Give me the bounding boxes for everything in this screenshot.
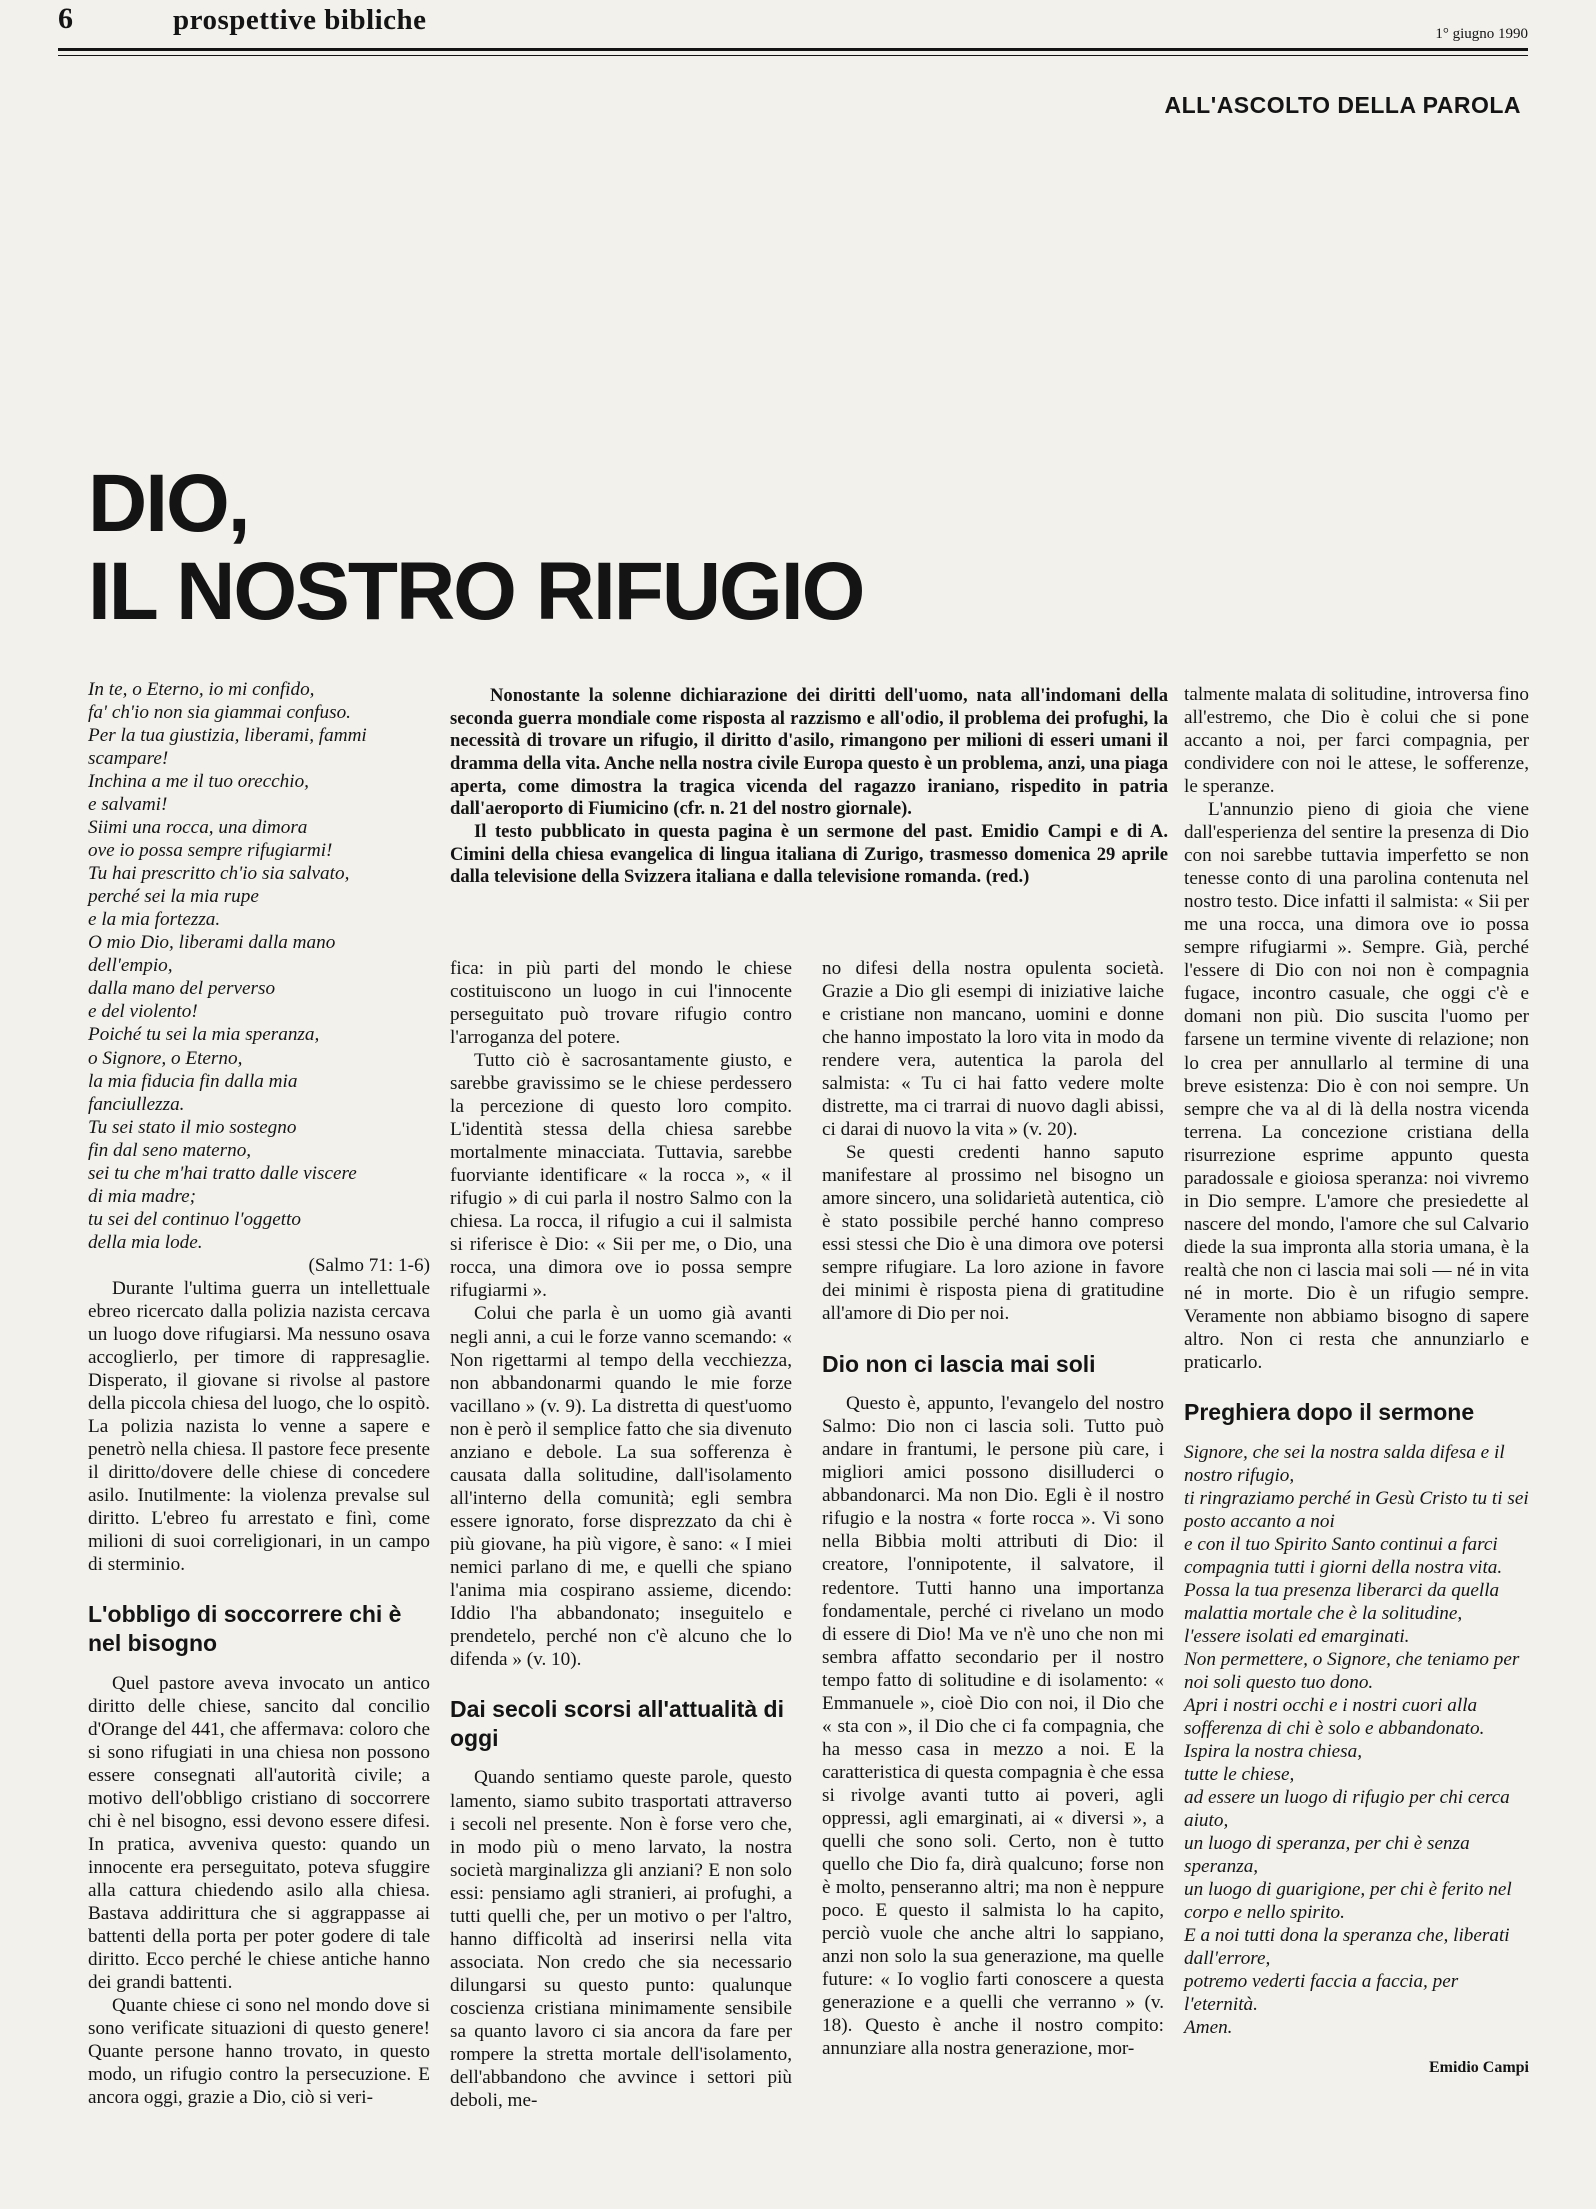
prayer-line: Apri i nostri occhi e i nostri cuori alla sofferenza di chi è solo e abbandonato. (1184, 1695, 1485, 1740)
psalm-line: la mia fiducia fin dalla mia (88, 1070, 298, 1092)
psalm-line: e del violento! (88, 1001, 198, 1023)
subheading: Dai secoli scorsi all'attualità di oggi (450, 1695, 784, 1751)
prayer-line: tutte le chiese, (1184, 1764, 1295, 1786)
prayer-line: ti ringraziamo perché in Gesù Cristo tu ti sei posto accanto a noi (1184, 1487, 1529, 1532)
body-paragraph: Durante l'ultima guerra un intellettuale ebreo ricercato dalla polizia nazista cercava un luogo dove rifugiarsi. Ma nessuno osava accoglierlo, per timore di rappresaglie. Disperato, il giovane si rivolse al pastore della piccola chiesa del luogo, che lo ospitò. La polizia nazista lo venne a sapere e penetrò nella chiesa. Il pastore fece presente il diritto/dovere delle chiese di concedere asilo. Inutilmente: la violenza prevalse sul diritto. L'ebreo fu arrestato e finì, come milioni di suoi correligionari, in un campo di sterminio. (88, 1277, 430, 1576)
psalm-line: Poiché tu sei la mia speranza, (88, 1024, 320, 1046)
body-paragraph: no difesi della nostra opulenta società. Grazie a Dio gli esempi di iniziative laiche e cristiane non mancano, uomini e donne che hanno impostato la loro vita in modo da rendere vera, autentica la parola del salmista: « Tu ci hai fatto vedere molte distrette, ma ci trarrai di nuovo dagli abissi, ci darai di nuovo la vita » (v. 20). (822, 958, 1164, 1141)
psalm-line: Per la tua giustizia, liberami, fammi scampare! (88, 725, 367, 770)
prayer-line: Possa la tua presenza liberarci da quella malattia mortale che è la solitudine, (1184, 1579, 1500, 1624)
column-1 (88, 678, 430, 2109)
prayer-line: Non permettere, o Signore, che teniamo per noi soli questo tuo dono. (1184, 1648, 1520, 1693)
psalm-line: dalla mano del perverso (88, 978, 276, 1000)
prayer-line: Amen. (1184, 2017, 1233, 2039)
psalm-line: dell'empio, (88, 955, 173, 977)
body-paragraph: L'annunzio pieno di gioia che viene dall'esperienza del sentire la presenza di Dio con noi sarebbe tuttavia imperfetto se non tenesse conto di una parolina contenuta nel nostro testo. Dice infatti il salmista: « Sii per me una rocca, una dimora ove io possa sempre rifugiarmi ». Sempre. Già, perché l'essere di Dio con noi non è compagnia fugace, incontro casuale, che oggi c'è e domani non più. Dio suscita l'uomo per farsene un termine vivente di relazione; non lo crea per annullarlo al termine di una breve esistenza: Dio è con noi sempre. Un sempre che va al di là della nostra vicenda terrena. La concezione cristiana della risurrezione esprime appunto questa paradossale e gioiosa speranza: noi vivremo in Dio sempre. L'amore che presiedette al nascere del mondo, l'amore che sul Calvario diede la sua impronta alla storia umana, è la realtà che non ci lascia mai soli — né in vita né in morte. Dio è un rifugio sempre. Veramente non abbiamo bisogno di sapere altro. Non ci resta che annunziarlo e praticarlo. (1184, 799, 1529, 1373)
subheading: L'obbligo di soccorrere chi è nel bisogno (88, 1601, 402, 1656)
section-label: ALL'ASCOLTO DELLA PAROLA (1164, 92, 1521, 118)
header-rule-thin (58, 55, 1528, 56)
psalm-line: della mia lode. (88, 1231, 203, 1253)
psalm-line: O mio Dio, liberami dalla mano (88, 932, 336, 954)
article-title (88, 460, 863, 635)
psalm-line: fanciullezza. (88, 1093, 185, 1115)
psalm-quote (88, 678, 430, 1277)
psalm-line: fin dal seno materno, (88, 1139, 252, 1161)
prayer-text (1184, 1441, 1529, 2040)
author-signature: Emidio Campi (1428, 2058, 1529, 2076)
psalm-line: Inchina a me il tuo orecchio, (88, 771, 309, 793)
page-header (58, 0, 1528, 48)
body-paragraph: Quel pastore aveva invocato un antico diritto delle chiese, sancito dal concilio d'Orange del 441, che affermava: coloro che si sono rifugiati in una chiesa non possono essere consegnati all'autorità civile; a motivo dell'obbligo cristiano di soccorrere chi è nel bisogno, essi devono essere difesi. In pratica, avveniva questo: quando un innocente era perseguitato, poteva sfuggire alla cattura chiedendo asilo alla chiesa. Bastava addirittura che si aggrappasse ai battenti della porta per poter godere di tale diritto. Ecco perché le chiese antiche hanno dei grandi battenti. (88, 1672, 430, 1994)
psalm-line: sei tu che m'hai tratto dalle viscere (88, 1162, 357, 1184)
psalm-line: o Signore, o Eterno, (88, 1047, 243, 1069)
psalm-line: Tu sei stato il mio sostegno (88, 1116, 297, 1138)
body-paragraph: Quando sentiamo queste parole, questo lamento, siamo subito trasportati attraverso i secoli nel presente. Non è forse vero che, in modo più o meno larvato, la nostra società marginalizza gli anziani? E non solo essi: pensiamo agli stranieri, ai profughi, a tutti quelli che, per un motivo o per l'altro, hanno difficoltà ad inserirsi nella vita associata. Non credo che sia necessario dilungarsi su questo punto: qualunque coscienza cristiana minimamente sensibile sa quanto lavoro ci sia ancora da fare per rompere la stretta mortale dell'isolamento, dell'abbandono che avvince i settori più deboli, me- (450, 1767, 792, 2111)
body-paragraph: talmente malata di solitudine, introversa fino all'estremo, che Dio è colui che si pone accanto a noi, per farci compagnia, per condividere con noi le attese, le sofferenze, le speranze. (1184, 684, 1529, 798)
prayer-line: un luogo di guarigione, per chi è ferito nel corpo e nello spirito. (1184, 1879, 1512, 1924)
body-paragraph: Tutto ciò è sacrosantamente giusto, e sarebbe gravissimo se le chiese perdessero la percezione di questo loro compito. L'identità stessa della chiesa sarebbe mortalmente minacciata. Tuttavia, sarebbe fuorviante identificare « la rocca », « il rifugio » di cui parla il nostro Salmo con la chiesa. La rocca, il rifugio a cui il salmista si riferisce è Dio: « Sii per me, o Dio, una rocca, una dimora ove io possa sempre rifugiarmi ». (450, 1050, 792, 1302)
title-line-1: DIO, (88, 458, 249, 549)
prayer-line: potremo vederti faccia a faccia, per l'eternità. (1184, 1971, 1459, 2016)
psalm-line: ove io possa sempre rifugiarmi! (88, 840, 333, 862)
column-2 (450, 957, 792, 2112)
psalm-line: e salvami! (88, 794, 168, 816)
prayer-line: E a noi tutti dona la speranza che, liberati dall'errore, (1184, 1925, 1510, 1970)
psalm-line: di mia madre; (88, 1185, 197, 1207)
subheading: Preghiera dopo il sermone (1184, 1398, 1475, 1425)
body-paragraph: Se questi credenti hanno saputo manifestare al prossimo nel bisogno un amore sincero, una solidarietà autentica, ciò è stato possibile perché hanno compreso essi stessi che Dio è una dimora ove potersi sempre rifugiare. La loro azione in favore dei minimi è risposta piena di gratitudine all'amore di Dio per noi. (822, 1142, 1164, 1325)
psalm-line: e la mia fortezza. (88, 909, 221, 931)
psalm-line: Siimi una rocca, una dimora (88, 817, 308, 839)
subheading: Dio non ci lascia mai soli (822, 1350, 1096, 1377)
body-paragraph: fica: in più parti del mondo le chiese costituiscono un luogo in cui l'innocente perseguitato può trovare rifugio contro l'arroganza del potere. (450, 958, 792, 1049)
psalm-reference: (Salmo 71: 1-6) (308, 1254, 430, 1276)
psalm-line: Tu hai prescritto ch'io sia salvato, (88, 863, 350, 885)
prayer-line: Ispira la nostra chiesa, (1184, 1741, 1363, 1763)
intro-paragraph: Nonostante la solenne dichiarazione dei diritti dell'uomo, nata all'indomani della seconda guerra mondiale come risposta al razzismo e all'odio, il problema dei profughi, la necessità di trovare un rifugio, il diritto d'asilo, rimangono per milioni di esseri umani il dramma della vita. Anche nella nostra civile Europa questo è un problema, anzi, una piaga aperta, come dimostra la tragica vicenda del ragazzo iraniano, rispedito in patria dall'aeroporto di Fiumicino (cfr. n. 21 del nostro giornale). (450, 685, 1168, 820)
intro-paragraph: Il testo pubblicato in questa pagina è un sermone del past. Emidio Campi e di A. Cimini della chiesa evangelica di lingua italiana di Zurigo, trasmesso domenica 29 aprile dalla televisione della Svizzera italiana e dalla televisione romanda. (red.) (450, 821, 1168, 888)
prayer-line: ad essere un luogo di rifugio per chi cerca aiuto, (1184, 1787, 1510, 1832)
editorial-intro (450, 685, 1168, 889)
page-number: 6 (58, 2, 73, 35)
prayer-line: e con il tuo Spirito Santo continui a farci compagnia tutti i giorni della nostra vita. (1184, 1533, 1503, 1578)
issue-date: 1° giugno 1990 (1435, 26, 1528, 42)
body-paragraph: Quante chiese ci sono nel mondo dove si sono verificate situazioni di questo genere! Quante persone hanno trovato, in questo modo, un rifugio contro la persecuzione. E ancora oggi, grazie a Dio, ciò si veri- (88, 1995, 430, 2109)
body-paragraph: Colui che parla è un uomo già avanti negli anni, a cui le forze vanno scemando: « Non rigettarmi al tempo della vecchiezza, non abbandonarmi quando le mie forze vacillano » (v. 9). La distretta di quest'uomo non è però il semplice fatto che sia divenuto anziano e debole. La sua sofferenza è causata dalla solitudine, dall'isolamento all'interno della comunità; egli sembra essere ignorato, forse disprezzato da chi è più giovane, ha più vigore, è sano: « I miei nemici parlano di me, e quelli che spiano l'anima mia cospirano assieme, dicendo: Iddio l'ha abbandonato; inseguitelo e prendetelo, perché non c'è alcuno che lo difenda » (v. 10). (450, 1303, 792, 1670)
column-3 (822, 957, 1164, 2060)
column-4 (1184, 683, 1529, 2077)
header-rule (58, 48, 1528, 51)
psalm-line: perché sei la mia rupe (88, 886, 259, 908)
prayer-line: Signore, che sei la nostra salda difesa e il nostro rifugio, (1184, 1441, 1505, 1486)
prayer-line: l'essere isolati ed emarginati. (1184, 1625, 1410, 1647)
prayer-line: un luogo di speranza, per chi è senza speranza, (1184, 1833, 1470, 1878)
psalm-line: fa' ch'io non sia giammai confuso. (88, 702, 351, 724)
body-paragraph: Questo è, appunto, l'evangelo del nostro Salmo: Dio non ci lascia soli. Tutto può andare in frantumi, le persone più care, i migliori amici possono disilluderci o abbandonarci. Ma non Dio. Egli è il nostro rifugio e la nostra « forte rocca ». Vi sono nella Bibbia molti attributi di Dio: il creatore, l'onnipotente, il salvatore, il redentore. Tutti hanno una importanza fondamentale, perché ci rivelano un modo di essere di Dio! Ma ve n'è uno che non mi sembra affatto secondario per il nostro tempo fatto di solitudine e di isolamento: « Emmanuele », cioè Dio con noi, il Dio che « sta con », il Dio che ci fa compagnia, che ha messo casa in mezzo a noi. E la caratteristica di questa compagnia è che essa si rivolge avanti tutto ai poveri, agli oppressi, agli emarginati, ai « diversi », a quelli che sono soli. Certo, non è tutto quello che Dio fa, dirà qualcuno; forse non è molto, penseranno altri; ma non è neppure poco. E questo il salmista lo ha capito, perciò vuole che anche altri lo sappiano, anzi non solo la sua generazione, ma quelle future: « Io voglio farti conoscere a questa generazione e a quelli che verranno » (v. 18). Questo è anche il nostro compito: annunziare alla nostra generazione, mor- (822, 1393, 1165, 2060)
title-line-2: IL NOSTRO RIFUGIO (88, 545, 864, 637)
publication-name: prospettive bibliche (173, 4, 427, 36)
psalm-line: In te, o Eterno, io mi confido, (88, 679, 315, 700)
psalm-line: tu sei del continuo l'oggetto (88, 1208, 302, 1230)
